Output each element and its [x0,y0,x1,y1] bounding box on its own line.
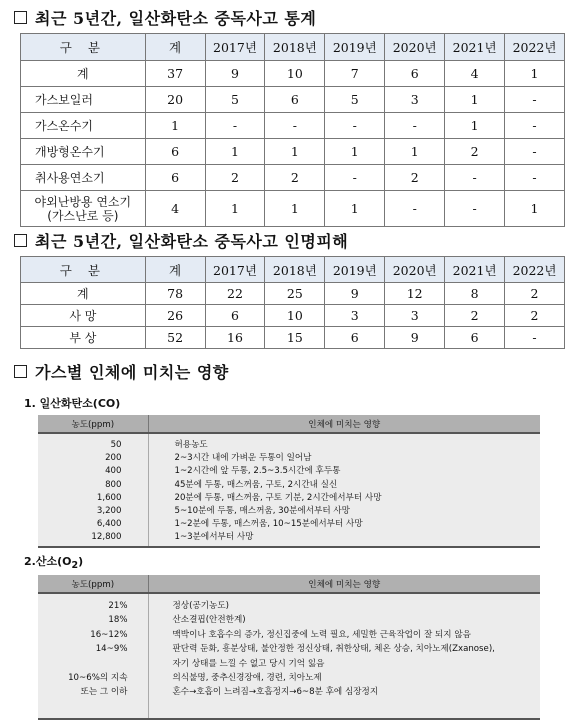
cell: 2 [445,139,505,165]
cell: 9 [205,61,265,87]
cell: 3 [385,305,445,327]
cell: 6 [265,87,325,113]
cell: 2 [385,165,445,191]
co-heading: 1. 일산화탄소(CO) [24,397,121,410]
o2-heading [24,553,83,571]
co-conc: 200 [105,453,122,464]
o2-conc [38,657,128,671]
co-effect: 1~3분에서부터 사망 [174,532,254,543]
table-row [21,139,565,165]
cell: 2 [445,305,505,327]
cell: 2 [505,305,565,327]
cell: 25 [265,283,325,305]
cell: 22 [205,283,265,305]
cell: 78 [145,283,205,305]
header-2022: 2022년 [505,34,565,61]
co-conc: 6,400 [96,519,122,530]
co-col-effect: 인체에 미치는 영향 [148,415,540,433]
header-2020: 2020년 [385,257,445,283]
o2-effect: 의식불명, 중추신경장애, 경련, 치아노제 [172,673,322,684]
o2-effect: 자기 상태를 느낄 수 없고 당시 기억 잃음 [172,658,325,669]
header-total: 계 [145,257,205,283]
table-row [21,283,565,305]
cell: 2 [265,165,325,191]
header-2022: 2022년 [505,257,565,283]
cell: 16 [205,327,265,349]
co-concentrations [38,433,148,547]
cell: 6 [325,327,385,349]
co-conc: 800 [105,479,122,490]
section2-title-text: 최근 5년간, 일산화탄소 중독사고 인명피해 [35,232,349,251]
o2-effect: 판단력 둔화, 흥분상태, 불안정한 정신상태, 취한상태, 체온 상승, 치아노제(Zxanose), [172,644,495,655]
header-2017: 2017년 [205,34,265,61]
section2-title [14,229,348,252]
o2-conc: 18% [108,615,128,626]
cell: - [505,87,565,113]
cell: - [445,191,505,227]
cell: 6 [145,165,205,191]
o2-effects-table [38,575,540,720]
cell: 1 [325,139,385,165]
co-conc: 3,200 [96,506,122,517]
header-category: 구 분 [21,257,146,283]
co-conc: 400 [105,466,122,477]
o2-heading-subscript: 2 [71,560,79,572]
co-effect: 5~10분에 두통, 매스꺼움, 30분에서부터 사망 [174,506,350,517]
checkbox-square-icon [14,11,27,24]
cell: - [505,327,565,349]
cell: 6 [205,305,265,327]
row-label [21,191,146,227]
cell: 52 [145,327,205,349]
cell: 9 [385,327,445,349]
co-effect: 1~2분에 두통, 매스꺼움, 10~15분에서부터 사망 [174,519,363,530]
cell: 6 [445,327,505,349]
o2-heading-suffix: ) [78,555,84,568]
o2-conc: 16~12% [90,629,128,640]
header-2020: 2020년 [385,34,445,61]
cell: 6 [385,61,445,87]
cell: - [385,113,445,139]
cell: 1 [505,191,565,227]
co-conc: 50 [110,440,122,450]
cell: - [505,165,565,191]
cell: 1 [205,191,265,227]
row-label: 개방형온수기 [21,139,146,165]
cell: - [205,113,265,139]
row-label-line2: (가스난로 등) [47,208,119,223]
cell: 1 [445,87,505,113]
cell: 2 [205,165,265,191]
cell: 20 [145,87,205,113]
cell: 4 [145,191,205,227]
header-2021: 2021년 [445,34,505,61]
section1-title-text: 최근 5년간, 일산화탄소 중독사고 통계 [35,9,317,28]
cell: - [445,165,505,191]
cell: 7 [325,61,385,87]
o2-concentrations [38,593,148,719]
header-2018: 2018년 [265,34,325,61]
co-conc: 12,800 [91,532,122,543]
o2-heading-prefix: 2.산소(O [24,555,72,568]
cell: 5 [325,87,385,113]
co-effect: 2~3시간 내에 가벼운 두통이 일어남 [174,453,312,464]
cell: 1 [265,191,325,227]
cell: 1 [385,139,445,165]
table-row [21,61,565,87]
co-effects [148,433,540,547]
cell: 1 [265,139,325,165]
checkbox-square-icon [14,365,27,378]
cell: 9 [325,283,385,305]
table-row [38,433,540,547]
o2-effect: 혼수→호흡이 느려짐→호흡정지→6~8분 후에 심장정지 [172,687,379,698]
cell: 5 [205,87,265,113]
row-label: 취사용연소기 [21,165,146,191]
row-label: 가스보일러 [21,87,146,113]
cell: 26 [145,305,205,327]
cell: 1 [205,139,265,165]
o2-conc: 또는 그 이하 [80,687,128,698]
row-label: 가스온수기 [21,113,146,139]
cell: 10 [265,305,325,327]
cell: 1 [325,191,385,227]
o2-effects [148,593,540,719]
co-effects-table [38,415,540,548]
cell: - [505,113,565,139]
row-label: 계 [21,61,146,87]
accident-stats-table [20,33,565,227]
cell: 2 [505,283,565,305]
cell: 15 [265,327,325,349]
cell: 10 [265,61,325,87]
co-effect: 45분에 두통, 매스꺼움, 구토, 2시간내 실신 [174,479,338,490]
cell: 1 [445,113,505,139]
o2-effect: 정상(공기농도) [172,601,230,611]
co-conc: 1,600 [96,492,122,503]
table-row [21,165,565,191]
o2-conc: 14~9% [95,644,128,655]
row-label-line1: 야외난방용 연소기 [34,194,132,209]
row-label: 부 상 [21,327,146,349]
table-row [21,191,565,227]
cell: 6 [145,139,205,165]
cell: - [325,113,385,139]
section3-title [14,360,229,383]
cell: 1 [505,61,565,87]
o2-conc: 21% [108,601,128,611]
o2-col-concentration: 농도(ppm) [38,575,148,593]
cell: 12 [385,283,445,305]
table-row [38,593,540,719]
table-row [21,327,565,349]
cell: - [265,113,325,139]
table-row [21,87,565,113]
cell: 3 [385,87,445,113]
cell: 8 [445,283,505,305]
o2-effect: 산소결핍(안전한계) [172,615,246,626]
cell: - [325,165,385,191]
cell: 3 [325,305,385,327]
co-effect: 1~2시간에 앞 두통, 2.5~3.5시간에 후두통 [174,466,341,477]
o2-col-effect: 인체에 미치는 영향 [148,575,540,593]
table-row [21,305,565,327]
o2-effect: 맥박이나 호흡수의 증가, 정신집중에 노력 필요, 세밀한 근육작업이 잘 되지 않음 [172,629,471,640]
header-2021: 2021년 [445,257,505,283]
section3-title-text: 가스별 인체에 미치는 영향 [35,363,229,382]
casualty-table [20,256,565,349]
co-col-concentration: 농도(ppm) [38,415,148,433]
o2-conc: 10~6%의 지속 [68,673,128,684]
header-2019: 2019년 [325,34,385,61]
checkbox-square-icon [14,234,27,247]
header-2017: 2017년 [205,257,265,283]
co-effect: 허용농도 [174,440,208,450]
header-2019: 2019년 [325,257,385,283]
cell: - [505,139,565,165]
row-label: 사 망 [21,305,146,327]
header-total: 계 [145,34,205,61]
header-2018: 2018년 [265,257,325,283]
cell: - [385,191,445,227]
row-label: 계 [21,283,146,305]
cell: 37 [145,61,205,87]
section1-title [14,6,316,29]
header-category: 구 분 [21,34,146,61]
table-row [21,113,565,139]
co-effect: 20분에 두통, 매스꺼움, 구토 기분, 2시간에서부터 사망 [174,492,382,503]
cell: 4 [445,61,505,87]
cell: 1 [145,113,205,139]
